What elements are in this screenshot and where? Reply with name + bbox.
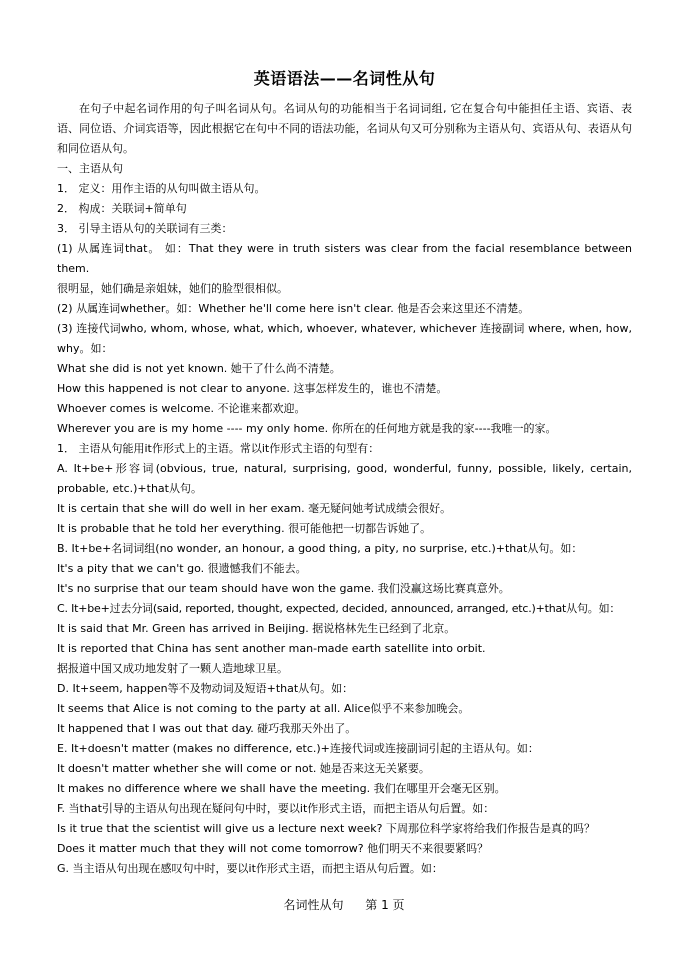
paragraph: 据报道中国又成功地发射了一颗人造地球卫星。 (57, 662, 288, 675)
footer-label: 名词性从句 (283, 898, 344, 912)
paragraph: 1． 主语从句能用it作形式上的主语。常以it作形式主语的句型有： (57, 442, 380, 455)
paragraph: D. It+seem, happen等不及物动词及短语+that从句。如： (57, 682, 354, 695)
paragraph: It is certain that she will do well in her exam. 毫无疑问她考试成绩会很好。 (57, 502, 452, 515)
paragraph: (2) 从属连词whether。如：Whether he'll come here isn't clear. 他是否会来这里还不清楚。 (57, 302, 530, 315)
paragraph: (1) 从属连词that。 如：That they were in truth sisters was clear from the facial resemblance between them. (57, 242, 632, 275)
paragraph: It is probable that he told her everything. 很可能他把一切都告诉她了。 (57, 522, 432, 535)
paragraph: Is it true that the scientist will give us a lecture next week? 下周那位科学家将给我们作报告是真的吗？ (57, 822, 595, 835)
paragraph: 很明显，她们确是亲姐妹，她们的脸型很相似。 (57, 282, 288, 295)
paragraph: It is reported that China has sent another man-made earth satellite into orbit. (57, 642, 486, 655)
paragraph: (3) 连接代词who, whom, whose, what, which, whoever, whatever, whichever 连接副词 where, when, how, why。如： (57, 322, 632, 355)
document-title: 英语语法——名词性从句 (253, 69, 436, 88)
document-body (57, 99, 632, 879)
paragraph: It seems that Alice is not coming to the party at all. Alice似乎不来参加晚会。 (57, 702, 470, 715)
paragraph: It happened that I was out that day. 碰巧我那天外出了。 (57, 722, 357, 735)
paragraph: B. It+be+名词词组(no wonder, an honour, a good thing, a pity, no surprise, etc.)+that从句。如： (57, 542, 583, 555)
paragraph: Does it matter much that they will not come tomorrow? 他们明天不来很要紧吗？ (57, 842, 489, 855)
paragraph: A. It+be+形容词(obvious, true, natural, surprising, good, wonderful, funny, possible, likely, certain, probable, etc.)+that从句。 (57, 462, 632, 495)
paragraph: E. It+doesn't matter (makes no difference, etc.)+连接代词或连接副词引起的主语从句。如： (57, 742, 539, 755)
page-number: 第 1 页 (365, 898, 405, 912)
paragraph: It makes no difference where we shall have the meeting. 我们在哪里开会毫无区别。 (57, 782, 506, 795)
paragraph-intro: 在句子中起名词作用的句子叫名词从句。名词从句的功能相当于名词词组, 它在复合句中能担任主语、宾语、表语、同位语、介词宾语等，因此根据它在句中不同的语法功能，名词从句又可分别称为主语从句、宾语从句、表语从句和同位语从句。 (57, 102, 632, 155)
section-heading: 一、主语从句 (57, 162, 123, 175)
paragraph: Whoever comes is welcome. 不论谁来都欢迎。 (57, 402, 306, 415)
paragraph: Wherever you are is my home ---- my only home. 你所在的任何地方就是我的家----我唯一的家。 (57, 422, 557, 435)
paragraph: What she did is not yet known. 她干了什么尚不清楚。 (57, 362, 341, 375)
paragraph: It doesn't matter whether she will come or not. 她是否来这无关紧要。 (57, 762, 430, 775)
paragraph: It's no surprise that our team should have won the game. 我们没赢这场比赛真意外。 (57, 582, 510, 595)
paragraph: It is said that Mr. Green has arrived in Beijing. 据说格林先生已经到了北京。 (57, 622, 456, 635)
paragraph: F. 当that引导的主语从句出现在疑问句中时，要以it作形式主语，而把主语从句后置。如： (57, 802, 495, 815)
paragraph: 3． 引导主语从句的关联词有三类： (57, 222, 233, 235)
paragraph: 1． 定义：用作主语的从句叫做主语从句。 (57, 182, 266, 195)
page-footer (0, 896, 688, 913)
paragraph: How this happened is not clear to anyone. 这事怎样发生的，谁也不清楚。 (57, 382, 448, 395)
paragraph: C. It+be+过去分词(said, reported, thought, expected, decided, announced, arranged, etc.)+that从句。如： (57, 602, 621, 615)
paragraph: G. 当主语从句出现在感叹句中时，要以it作形式主语，而把主语从句后置。如： (57, 862, 443, 875)
paragraph: 2． 构成：关联词+简单句 (57, 202, 187, 215)
paragraph: It's a pity that we can't go. 很遗憾我们不能去。 (57, 562, 307, 575)
